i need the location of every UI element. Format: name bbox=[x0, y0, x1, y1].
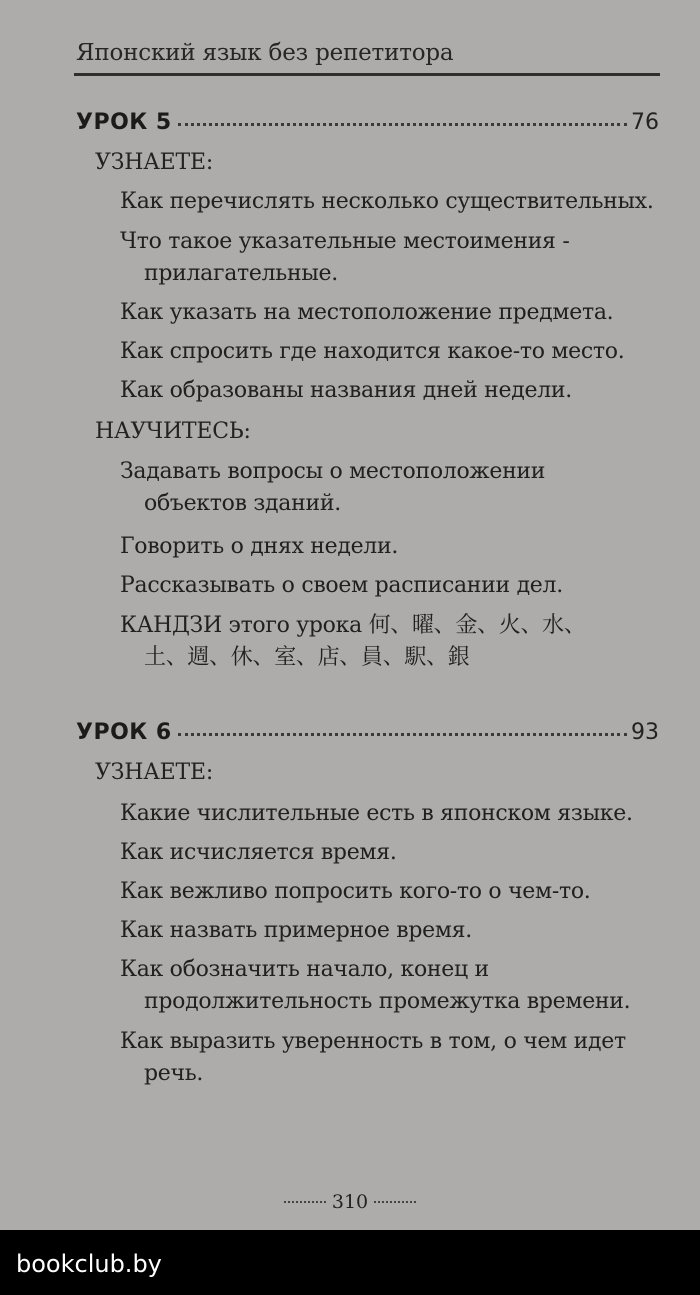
dot-leader bbox=[178, 123, 627, 126]
list-item: Рассказывать о своем расписании дел. bbox=[120, 573, 563, 598]
list-item: Как выразить уверенность в том, о чем идет речь. bbox=[120, 1029, 626, 1086]
list-item: Как вежливо попросить кого-то о чем-то. bbox=[120, 879, 591, 904]
lesson-page-number: 93 bbox=[631, 720, 659, 745]
list-item: Как спросить где находится какое-то место. bbox=[120, 339, 625, 364]
section-label-skills: НАУЧИТЕСЬ: bbox=[95, 419, 251, 444]
list-item: Задавать вопросы о местоположении объектов зданий. bbox=[120, 459, 546, 516]
list-item: Как указать на местоположение предмета. bbox=[120, 300, 614, 325]
list-item: Говорить о днях недели. bbox=[120, 534, 399, 559]
page-number-dash-right bbox=[374, 1201, 416, 1203]
toc-entry-lesson-6 bbox=[76, 720, 659, 752]
page-number: 310 bbox=[0, 1191, 700, 1213]
list-item: Как исчисляется время. bbox=[120, 840, 397, 865]
list-item: Какие числительные есть в японском языке. bbox=[120, 801, 633, 826]
list-item: Как образованы названия дней недели. bbox=[120, 378, 572, 403]
toc-entry-lesson-5 bbox=[76, 110, 659, 142]
page-number-dash-left bbox=[284, 1201, 326, 1203]
lesson-page-number: 76 bbox=[631, 110, 659, 135]
header-rule bbox=[74, 73, 660, 76]
lesson-title: УРОК 5 bbox=[76, 110, 172, 135]
section-label-learn: УЗНАЕТЕ: bbox=[95, 150, 214, 175]
list-item: Как перечислять несколько существительных. bbox=[120, 189, 654, 214]
watermark: bookclub.by bbox=[16, 1250, 162, 1278]
list-item: Что такое указательные местоимения - прилагательные. bbox=[120, 229, 570, 286]
running-header: Японский язык без репетитора bbox=[76, 40, 454, 66]
list-item: Как назвать примерное время. bbox=[120, 918, 472, 943]
list-item-kanji: КАНДЗИ этого урока 何、曜、金、火、水、 土、週、休、室、店、員、駅、銀 bbox=[120, 613, 586, 670]
dot-leader bbox=[178, 733, 627, 736]
lesson-title: УРОК 6 bbox=[76, 720, 172, 745]
list-item: Как обозначить начало, конец и продолжительность промежутка времени. bbox=[120, 957, 631, 1014]
section-label-learn: УЗНАЕТЕ: bbox=[95, 760, 214, 785]
